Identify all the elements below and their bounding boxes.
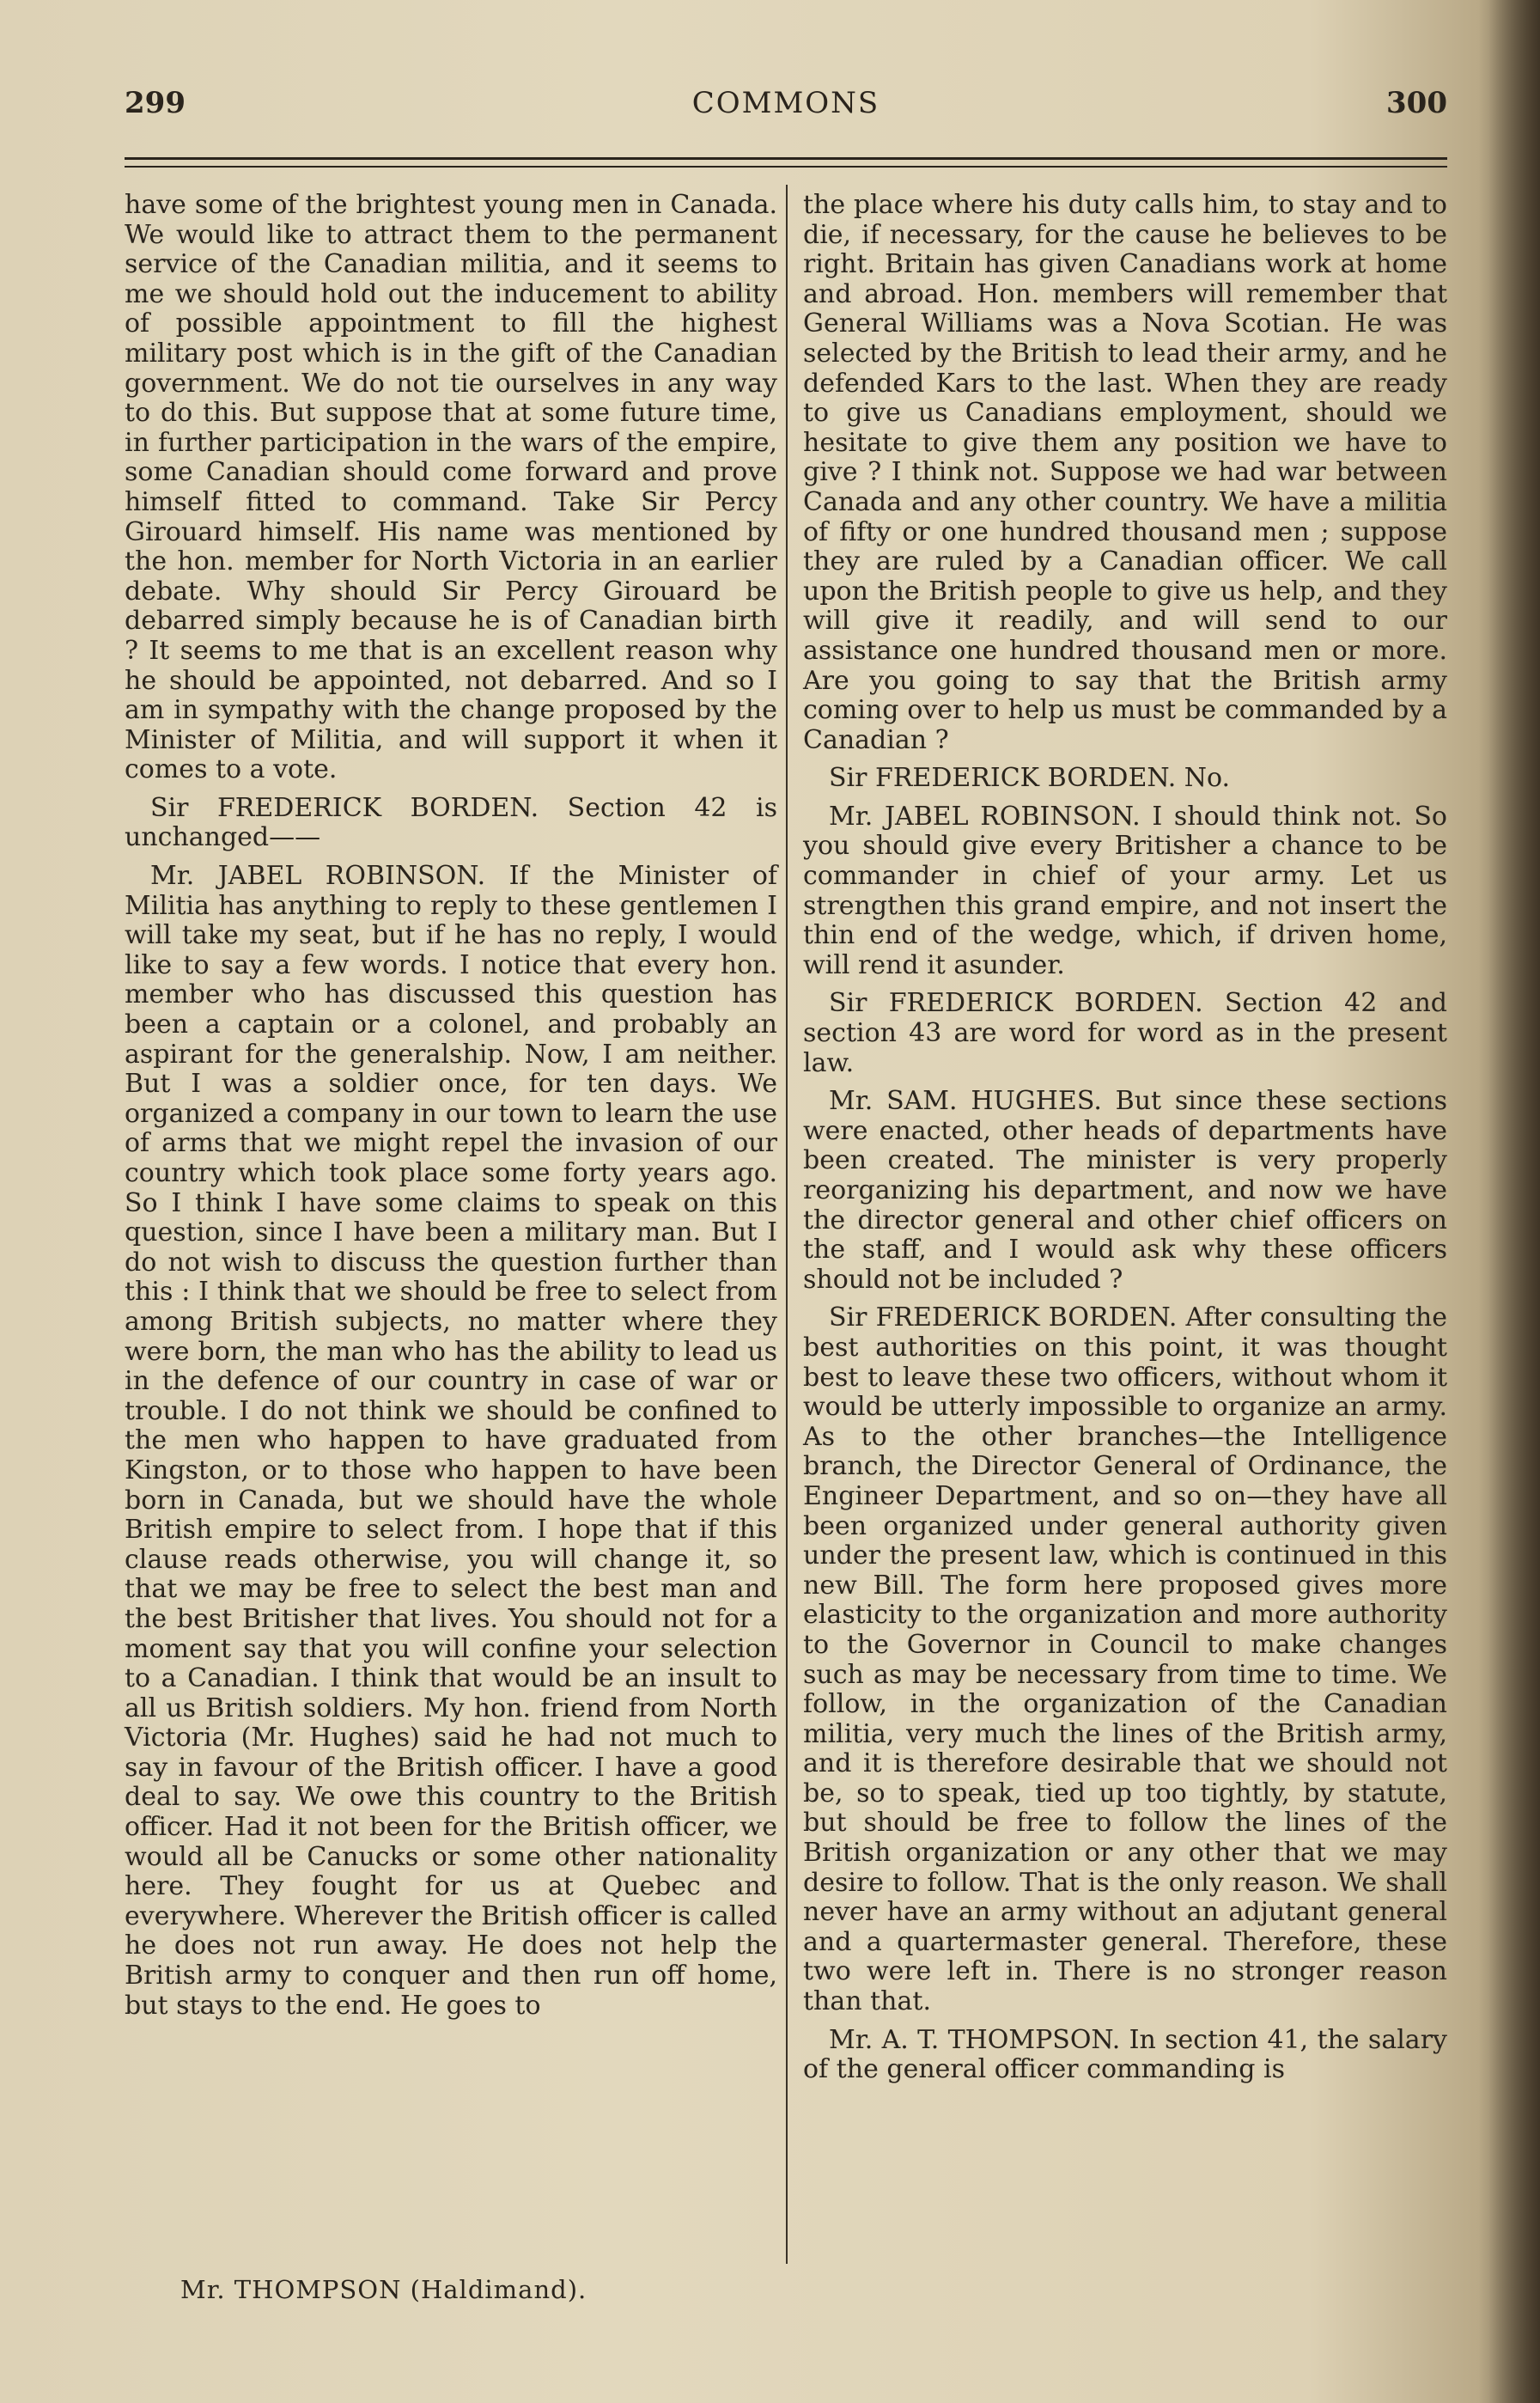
right-paragraph-4: Sir FREDERICK BORDEN. Section 42 and section 43 are word for word as in the present law.	[803, 988, 1447, 1078]
right-paragraph-2: Sir FREDERICK BORDEN. No.	[829, 763, 1231, 794]
right-paragraph-7: Mr. A. T. THOMPSON. In section 41, the salary of the general officer commanding is	[803, 2024, 1447, 2085]
left-paragraph-1: have some of the brightest young men in Canada. We would like to attract them to the permanent service of the Canadian militia, and it seems to me we should hold out the inducement to ability of possible appointment to fill the highest military post which is in the gift of the Canadian government. We do not tie ourselves in any way to do this. But suppose that at some future time, in further participation in the wars of the empire, some Canadian should come forward and prove himself fitted to command. Take Sir Percy Girouard himself. His name was mentioned by the hon. member for North Victoria in an earlier debate. Why should Sir Percy Girouard be debarred simply because he is of Canadian birth ? It seems to me that is an excellent reason why he should be appointed, not debarred. And so I am in sympathy with the change proposed by the Minister of Militia, and will support it when it comes to a vote.	[125, 190, 777, 785]
left-paragraph-2: Sir FREDERICK BORDEN. Section 42 is unchanged——	[125, 792, 777, 853]
page-number-right: 300	[1386, 86, 1447, 120]
right-paragraph-5: Mr. SAM. HUGHES. But since these sections were enacted, other heads of departments have been created. The minister is very properly reorganizing his department, and now we have the director general and other chief officers on the staff, and I would ask why these officers should not be included ?	[803, 1086, 1447, 1295]
left-paragraph-3: Mr. JABEL ROBINSON. If the Minister of Militia has anything to reply to these gentlemen I will take my seat, but if he has no reply, I would like to say a few words. I notice that every hon. member who has discussed this question has been a captain or a colonel, and probably an aspirant for the generalship. Now, I am neither. But I was a soldier once, for ten days. We organized a company in our town to learn the use of arms that we might repel the invasion of our country which took place some forty years ago. So I think I have some claims to speak on this question, since I have been a military man. But I do not wish to discuss the question further than this : I think that we should be free to select from among British subjects, no matter where they were born, the man who has the ability to lead us in the defence of our country in case of war or trouble. I do not think we should be confined to the men who happen to have graduated from Kingston, or to those who happen to have been born in Canada, but we should have the whole British empire to select from. I hope that if this clause reads otherwise, you will change it, so that we may be free to select the best man and the best Britisher that lives. You should not for a moment say that you will confine your selection to a Canadian. I think that would be an insult to all us British soldiers. My hon. friend from North Victoria (Mr. Hughes) said he had not much to say in favour of the British officer. I have a good deal to say. We owe this country to the British officer. Had it not been for the British officer, we would all be Canucks or some other nationality here. They fought for us at Quebec and everywhere. Wherever the British officer is called he does not run away. He does not help the British army to conquer and then run off home, but stays to the end. He goes to	[125, 861, 777, 2021]
column-divider	[786, 185, 788, 2264]
page-number-left: 299	[125, 86, 186, 120]
page-header	[125, 86, 1447, 137]
left-column	[125, 191, 777, 2029]
header-rule-bottom	[125, 166, 1447, 168]
right-column	[803, 191, 1447, 2094]
right-paragraph-6: Sir FREDERICK BORDEN. After consulting the best authorities on this point, it was thought best to leave these two officers, without whom it would be utterly impossible to organize an army. As to the other branches—the Intelligence branch, the Director General of Ordinance, the Engineer Department, and so on—they have all been organized under general authority given under the present law, which is continued in this new Bill. The form here proposed gives more elasticity to the organization and more authority to the Governor in Council to make changes such as may be necessary from time to time. We follow, in the organization of the Canadian militia, very much the lines of the British army, and it is therefore desirable that we should not be, so to speak, tied up too tightly, by statute, but should be free to follow the lines of the British organization or any other that we may desire to follow. That is the only reason. We shall never have an army without an adjutant general and a quartermaster general. Therefore, these two were left in. There is no stronger reason than that.	[803, 1302, 1447, 2017]
right-paragraph-3: Mr. JABEL ROBINSON. I should think not. So you should give every Britisher a chance to be commander in chief of your army. Let us strengthen this grand empire, and not insert the thin end of the wedge, which, if driven home, will rend it asunder.	[803, 801, 1447, 980]
running-head-title: COMMONS	[691, 86, 880, 120]
right-paragraph-1: the place where his duty calls him, to stay and to die, if necessary, for the cause he believes to be right. Britain has given Canadians work at home and abroad. Hon. members will remember that General Williams was a Nova Scotian. He was selected by the British to lead their army, and he defended Kars to the last. When they are ready to give us Canadians employment, should we hesitate to give them any position we have to give ? I think not. Suppose we had war between Canada and any other country. We have a militia of fifty or one hundred thousand men ; suppose they are ruled by a Canadian officer. We call upon the British people to give us help, and they will give it readily, and will send to our assistance one hundred thousand men or more. Are you going to say that the British army coming over to help us must be commanded by a Canadian ?	[803, 190, 1447, 755]
binding-shadow	[1488, 0, 1540, 2403]
page-footer-signature: Mr. THOMPSON (Haldimand).	[180, 2275, 587, 2304]
header-rule-top	[125, 157, 1447, 160]
